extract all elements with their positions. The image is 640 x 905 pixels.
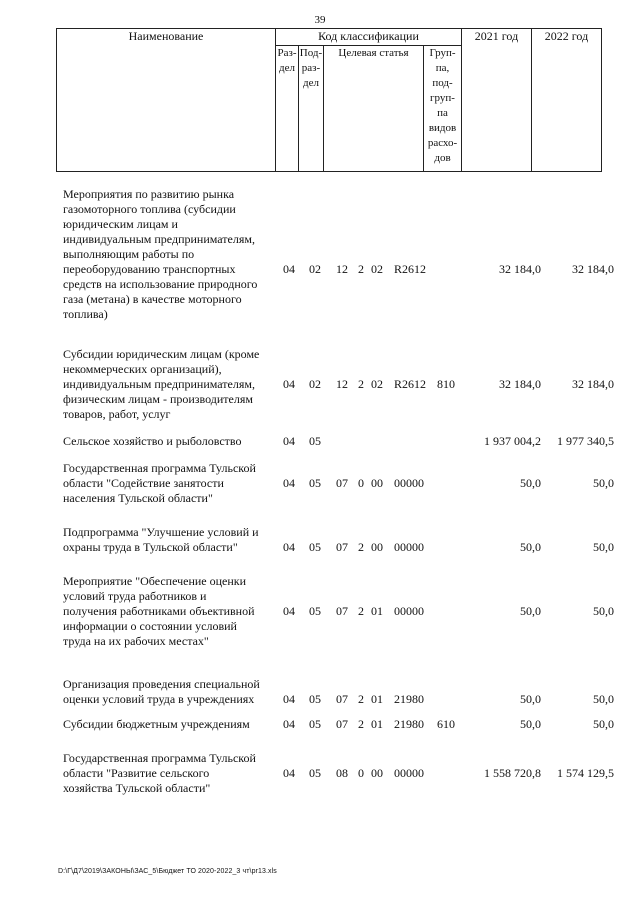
header-podrazdel: [299, 45, 324, 171]
row-razdel: 04: [283, 540, 295, 554]
row-ts-direction: 21980: [394, 717, 424, 731]
row-value-2021: 50,0: [520, 717, 541, 731]
row-ts-main: 01: [371, 692, 383, 706]
row-name-line: юридическим лицам и: [63, 217, 178, 231]
row-razdel: 04: [283, 692, 295, 706]
page-number: 39: [314, 14, 326, 26]
row-podrazdel: 02: [309, 262, 321, 276]
header-gruppa-line: груп-: [430, 91, 455, 104]
header-podrazdel-line: Под-: [299, 46, 323, 59]
row-name-line: области "Развитие сельского: [63, 766, 210, 780]
header-2021: 2021 год: [462, 29, 532, 172]
row-name-line: охраны труда в Тульской области": [63, 540, 238, 554]
row-name-line: топлива): [63, 307, 108, 321]
header-gruppa: [424, 45, 462, 171]
row-name-line: Государственная программа Тульской: [63, 751, 256, 765]
row-value-2022: 1 574 129,5: [557, 766, 614, 780]
row-podrazdel: 05: [309, 717, 321, 731]
row-name: [63, 574, 275, 649]
row-ts-direction: R2612: [394, 262, 427, 276]
row-podrazdel: 05: [309, 434, 321, 448]
row-ts-main: 01: [371, 717, 383, 731]
row-ts-main: 02: [371, 262, 383, 276]
header-gruppa-line: дов: [434, 151, 451, 164]
row-podrazdel: 05: [309, 604, 321, 618]
row-name-line: Организация проведения специальной: [63, 677, 260, 691]
row-ts-sub: 2: [358, 717, 364, 731]
row-value-2022: 50,0: [593, 476, 614, 490]
row-name: [63, 461, 275, 506]
header-gruppa-line: па,: [435, 61, 450, 74]
row-ts-direction: 00000: [394, 476, 424, 490]
row-name-line: Субсидии юридическим лицам (кроме: [63, 347, 260, 361]
row-ts-direction: 00000: [394, 766, 424, 780]
row-ts-sub: 0: [358, 476, 364, 490]
row-ts-program: 07: [336, 692, 348, 706]
row-value-2022: 50,0: [593, 692, 614, 706]
row-ts-direction: 21980: [394, 692, 424, 706]
header-name: Наименование: [57, 29, 276, 172]
row-podrazdel: 05: [309, 692, 321, 706]
row-name-line: Мероприятие "Обеспечение оценки: [63, 574, 247, 588]
row-name: [63, 677, 275, 707]
row-value-2022: 1 977 340,5: [557, 434, 614, 448]
row-razdel: 04: [283, 377, 295, 391]
footer-path: D:\Г\Д7\2019\ЗАКОНЫ\ЗАС_5\Бюджет ТО 2020-2022_3 чт\pr13.xls: [58, 868, 277, 875]
row-value-2021: 50,0: [520, 692, 541, 706]
row-razdel: 04: [283, 434, 295, 448]
row-podrazdel: 05: [309, 540, 321, 554]
row-name: [63, 187, 275, 322]
row-name-line: Субсидии бюджетным учреждениям: [63, 717, 250, 731]
header-gruppa-line: расхо-: [427, 136, 458, 149]
row-name-line: условий труда работников и: [63, 589, 207, 603]
table-header: [56, 28, 602, 172]
row-name-line: выполняющим работы по: [63, 247, 195, 261]
row-value-2021: 32 184,0: [499, 262, 541, 276]
row-ts-main: 01: [371, 604, 383, 618]
row-razdel: 04: [283, 262, 295, 276]
row-name-line: населения Тульской области": [63, 491, 213, 505]
row-ts-sub: 0: [358, 766, 364, 780]
row-ts-program: 07: [336, 476, 348, 490]
row-value-2021: 50,0: [520, 604, 541, 618]
row-ts-sub: 2: [358, 262, 364, 276]
row-name: [63, 525, 275, 555]
header-razdel-line: Раз-: [277, 46, 297, 59]
row-razdel: 04: [283, 717, 295, 731]
row-ts-sub: 2: [358, 604, 364, 618]
row-name-line: хозяйства Тульской области": [63, 781, 211, 795]
header-2022: 2022 год: [532, 29, 602, 172]
row-name-line: физическим лицам - производителям: [63, 392, 253, 406]
row-name: [63, 751, 275, 796]
row-name-line: газомоторного топлива (субсидии: [63, 202, 236, 216]
row-name-line: переоборудованию транспортных: [63, 262, 236, 276]
row-name-line: получения работниками объективной: [63, 604, 255, 618]
row-ts-main: 02: [371, 377, 383, 391]
row-ts-direction: 00000: [394, 540, 424, 554]
row-podrazdel: 05: [309, 766, 321, 780]
row-name-line: Мероприятия по развитию рынка: [63, 187, 235, 201]
header-code: Код классификации: [276, 29, 462, 46]
row-name-line: Государственная программа Тульской: [63, 461, 256, 475]
row-name-line: Подпрограмма "Улучшение условий и: [63, 525, 259, 539]
row-name: [63, 434, 275, 449]
header-podrazdel-line: дел: [303, 76, 319, 89]
row-podrazdel: 02: [309, 377, 321, 391]
row-value-2021: 1 937 004,2: [484, 434, 541, 448]
row-value-2022: 32 184,0: [572, 262, 614, 276]
row-razdel: 04: [283, 604, 295, 618]
row-value-2022: 50,0: [593, 717, 614, 731]
header-gruppa-line: под-: [432, 76, 453, 89]
row-value-2022: 32 184,0: [572, 377, 614, 391]
row-name-line: информации о состоянии условий: [63, 619, 237, 633]
header-podrazdel-line: раз-: [301, 61, 321, 74]
row-value-2021: 32 184,0: [499, 377, 541, 391]
header-tselevaya: Целевая статья: [324, 45, 424, 171]
header-gruppa-line: па: [437, 106, 448, 119]
row-ts-sub: 2: [358, 692, 364, 706]
row-ts-main: 00: [371, 476, 383, 490]
row-ts-program: 12: [336, 377, 348, 391]
row-razdel: 04: [283, 476, 295, 490]
row-ts-program: 08: [336, 766, 348, 780]
row-name: [63, 347, 275, 422]
row-value-2021: 50,0: [520, 476, 541, 490]
row-ts-direction: R2612: [394, 377, 427, 391]
row-ts-program: 12: [336, 262, 348, 276]
row-value-2022: 50,0: [593, 604, 614, 618]
row-name-line: оценки условий труда в учреждениях: [63, 692, 255, 706]
row-ts-direction: 00000: [394, 604, 424, 618]
row-razdel: 04: [283, 766, 295, 780]
row-value-2022: 50,0: [593, 540, 614, 554]
header-gruppa-line: видов: [428, 121, 457, 134]
row-name: [63, 717, 275, 732]
row-ts-main: 00: [371, 766, 383, 780]
row-name-line: газа (метана) в качестве моторного: [63, 292, 242, 306]
row-vid: 610: [437, 717, 455, 731]
row-ts-program: 07: [336, 604, 348, 618]
row-name-line: индивидуальным предпринимателям,: [63, 377, 255, 391]
row-name-line: индивидуальным предпринимателям,: [63, 232, 255, 246]
row-name-line: средств на использование природного: [63, 277, 258, 291]
row-name-line: труда на их рабочих местах": [63, 634, 209, 648]
row-name-line: товаров, работ, услуг: [63, 407, 171, 421]
header-razdel-line: дел: [279, 61, 295, 74]
row-name-line: Сельское хозяйство и рыболовство: [63, 434, 242, 448]
row-ts-program: 07: [336, 540, 348, 554]
row-ts-main: 00: [371, 540, 383, 554]
row-value-2021: 50,0: [520, 540, 541, 554]
row-name-line: области "Содействие занятости: [63, 476, 224, 490]
row-ts-sub: 2: [358, 377, 364, 391]
header-gruppa-line: Груп-: [429, 46, 456, 59]
row-value-2021: 1 558 720,8: [484, 766, 541, 780]
row-ts-program: 07: [336, 717, 348, 731]
row-vid: 810: [437, 377, 455, 391]
row-ts-sub: 2: [358, 540, 364, 554]
header-razdel: [276, 45, 299, 171]
row-name-line: некоммерческих организаций),: [63, 362, 222, 376]
row-podrazdel: 05: [309, 476, 321, 490]
